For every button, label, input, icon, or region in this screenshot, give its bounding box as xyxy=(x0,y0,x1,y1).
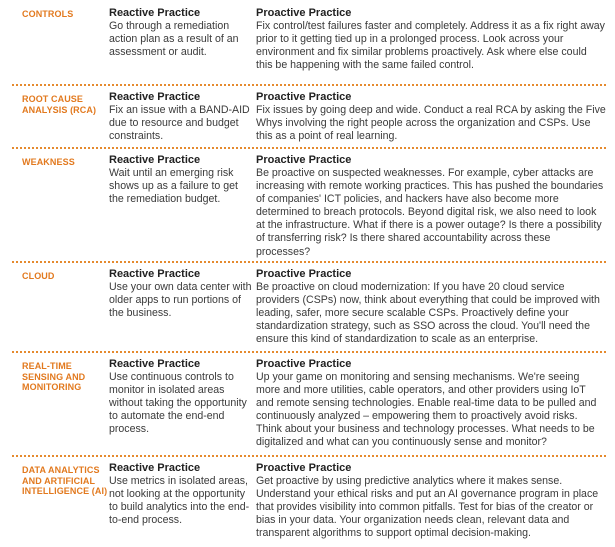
proactive-text: Fix control/test failures faster and completely. Address it as a fix right away prior to it getting tied up in a prolonged process. Look across your environment and fix similar problems proactively. Ask where else could this be happening with the same failed control. xyxy=(256,20,605,72)
reactive-heading: Reactive Practice xyxy=(109,268,201,280)
proactive-heading: Proactive Practice xyxy=(256,358,352,370)
reactive-text: Use continuous controls to monitor in isolated areas without taking the opportunity to automate the end-end process. xyxy=(109,371,247,436)
table-row-weakness xyxy=(12,147,606,257)
proactive-heading: Proactive Practice xyxy=(256,462,352,474)
category-label: WEAKNESS xyxy=(22,157,75,167)
proactive-text: Fix issues by going deep and wide. Conduct a real RCA by asking the Five Whys involving the right people across the organization and CSPs. Use this as a point of real learning. xyxy=(256,104,606,143)
proactive-heading: Proactive Practice xyxy=(256,268,352,280)
reactive-text: Wait until an emerging risk shows up as a failure to get the remediation budget. xyxy=(109,167,238,206)
proactive-column xyxy=(256,267,606,346)
proactive-column xyxy=(256,461,606,540)
reactive-text: Use your own data center with older apps to run portions of the business. xyxy=(109,281,252,320)
proactive-column xyxy=(256,357,606,450)
proactive-heading: Proactive Practice xyxy=(256,91,352,103)
category-label: DATA ANALYTICS AND ARTIFICIAL INTELLIGENCE (AI) xyxy=(22,465,108,496)
proactive-column xyxy=(256,153,606,259)
table-row-controls xyxy=(12,6,606,80)
proactive-text: Be proactive on cloud modernization: If you have 20 cloud service providers (CSPs) now, think about everything that could be improved with leading, safer, more secure scalable CSPs. Proactively define your standardization strategy, such as SSO across the cloud. You'll need the ensure this kind of standardization to scale as an enterprise. xyxy=(256,281,600,346)
reactive-heading: Reactive Practice xyxy=(109,462,201,474)
reactive-column xyxy=(109,267,252,320)
reactive-heading: Reactive Practice xyxy=(109,154,201,166)
proactive-text: Up your game on monitoring and sensing mechanisms. We're seeing more and more utilities, cable operators, and other providers using IoT and remote sensing technologies. Enable real-time data to be pulled and continuously analyzed – empowering them to proactively avoid risks. Think about your business and technology processes. What needs to be digitalized and what can you continuously sense and monitor? xyxy=(256,371,597,449)
reactive-column xyxy=(109,90,252,143)
proactive-text: Be proactive on suspected weaknesses. For example, cyber attacks are increasing with remote working practices. This has pushed the boundaries of companies' ICT policies, and hackers have also become more determined to breach protocols. Beyond digital risk, we also need to look at the infrastructure. What if there is a power outage? Is there a possibility of transferring risk? Is there shared accountability across these processes? xyxy=(256,167,604,258)
reactive-heading: Reactive Practice xyxy=(109,91,201,103)
proactive-heading: Proactive Practice xyxy=(256,154,352,166)
reactive-heading: Reactive Practice xyxy=(109,358,201,370)
reactive-column xyxy=(109,6,252,59)
table-row-analytics-ai xyxy=(12,455,606,547)
reactive-text: Fix an issue with a BAND-AID due to resource and budget constraints. xyxy=(109,104,250,143)
reactive-column xyxy=(109,153,252,206)
category-label: CLOUD xyxy=(22,271,55,281)
table-row-rca xyxy=(12,84,606,144)
category-label: CONTROLS xyxy=(22,9,74,19)
reactive-heading: Reactive Practice xyxy=(109,7,201,19)
table-row-sensing xyxy=(12,351,606,450)
reactive-column xyxy=(109,461,252,527)
category-label: REAL-TIME SENSING AND MONITORING xyxy=(22,361,86,392)
reactive-text: Go through a remediation action plan as a result of an assessment or audit. xyxy=(109,20,239,59)
proactive-heading: Proactive Practice xyxy=(256,7,352,19)
category-label: ROOT CAUSE ANALYSIS (RCA) xyxy=(22,94,97,115)
proactive-column xyxy=(256,90,606,143)
reactive-column xyxy=(109,357,252,436)
proactive-column xyxy=(256,6,606,72)
reactive-text: Use metrics in isolated areas, not looking at the opportunity to build analytics into the end-to-end process. xyxy=(109,475,250,527)
proactive-text: Get proactive by using predictive analytics where it makes sense. Understand your ethical risks and put an AI governance program in place that provides visibility into common pitfalls. Test for bias of the creator or bias in your data. Your organization needs clean, relevant data and transparent algorithms to support optimal decision-making. xyxy=(256,475,599,540)
table-row-cloud xyxy=(12,261,606,347)
